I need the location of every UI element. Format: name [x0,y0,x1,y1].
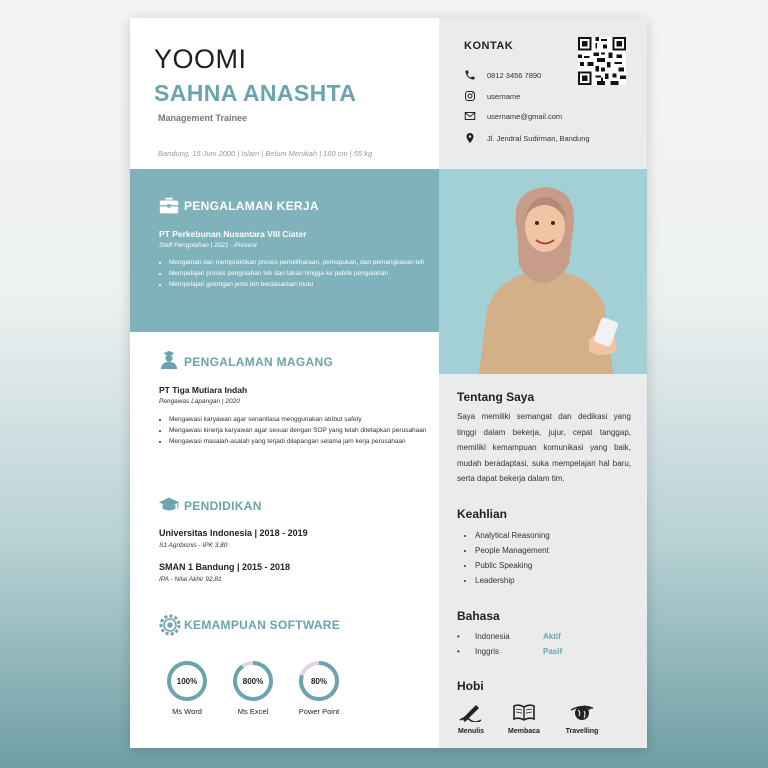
software-skill-item [286,660,352,716]
progress-ring [166,660,208,702]
list-item: • Leadership [475,573,625,588]
hobby-item [499,702,549,735]
address-text: Jl. Jendral Sudirman, Bandung [487,133,590,143]
list-item: • Public Speaking [475,558,625,573]
contact-email[interactable] [464,109,562,123]
education-title: PENDIDIKAN [184,499,262,513]
internship-title: PENGALAMAN MAGANG [184,355,334,369]
list-item: • People Management [475,543,625,558]
first-name: YOOMI [154,44,247,74]
language-name: Inggris [475,647,500,656]
software-skill-item [154,660,220,716]
work-company: PT Perkebunan Nusantara VIII Ciater [159,229,307,239]
skill-percent: 100% [176,677,198,686]
hobby-item [446,702,496,735]
software-skills [154,660,352,716]
language-name: Indonesia [475,632,510,641]
hobbies-title: Hobi [457,679,484,693]
phone-icon [464,69,476,81]
hobby-label: Membaca [508,728,540,735]
phone-text: 0812 3456 7890 [487,70,542,80]
internship-position: Pengawas Lapangan | 2020 [159,398,240,405]
personal-info: Bandung, 15 Juni 2000 | Islam | Belum Menikah | 160 cm | 55 kg [158,149,373,158]
hobby-label: Menulis [457,728,485,735]
contact-phone[interactable] [464,68,541,82]
gear-icon [158,613,182,637]
list-item: • Mempelajari proses pengolahan teh dari lahan hingga ke pabrik pengolahan [169,268,429,279]
progress-ring [232,660,274,702]
contact-address [464,131,590,145]
list-item: • Mengawasi karyawan agar senantiasa menggunakan atribut safety [169,414,429,425]
skill-label: Power Point [298,707,340,716]
software-title: KEMAMPUAN SOFTWARE [184,618,341,632]
skills-title: Keahlian [457,507,508,521]
plane-globe-icon [570,702,594,722]
writing-icon [459,702,483,722]
list-item: • Mengawasi masalah-asalah yang terjadi dilapangan selama jam kerja perusahaan [169,436,429,447]
education-school: Universitas Indonesia | 2018 - 2019 [159,528,308,538]
list-item: • Mengamati dan mempraktikan proses pemeliharaan, pemupukan, dan pemangkasan teh [169,257,429,268]
instagram-text: username [487,91,521,101]
intern-person-icon [158,348,180,370]
skill-label: Ms Word [172,707,202,716]
work-experience-title: PENGALAMAN KERJA [184,199,319,213]
skill-label: Ms Excel [237,707,269,716]
about-text: Saya memiliki semangat dan dedikasi yang tinggi dalam bekerja, jujur, cepat tanggap, memiliki kemampuan komunikasi yang baik, mudah beradaptasi, suka mempelajari hal baru, serta dapat bekerja dalam tim. [457,412,631,483]
software-skill-item [220,660,286,716]
instagram-icon [464,90,476,102]
language-level: Pasif [543,647,563,656]
languages-title: Bahasa [457,609,500,623]
hobby-label: Travelling [565,728,599,735]
skill-percent: 800% [242,677,264,686]
work-experience-section [130,169,439,332]
email-text: username@gmail.com [487,111,563,121]
resume-page [130,18,647,748]
progress-ring [298,660,340,702]
job-role: Management Trainee [158,113,248,123]
internship-bullets [159,414,429,447]
profile-photo [439,169,647,374]
skill-percent: 80% [310,677,328,686]
list-item: • Mempelajari golongan jenis teh berdasarkan mutu [169,279,429,290]
work-bullets [159,257,429,290]
qr-code-icon [577,37,627,85]
list-item: • Analytical Reasoning [475,528,625,543]
contact-title: KONTAK [464,40,514,52]
work-position: Staff Pengolahan | 2021 - Present [159,242,257,249]
skills-list [457,528,625,588]
location-pin-icon [464,132,476,144]
language-row: • Inggris Pasif [457,647,563,656]
education-detail: IPA - Nilai Akhir 92,81 [159,576,222,583]
book-icon [512,702,536,722]
briefcase-icon [158,195,180,217]
about-title: Tentang Saya [457,390,535,404]
education-detail: S1 Agribisnis - IPK 3,80 [159,542,228,549]
last-name: SAHNA ANASHTA [154,80,357,106]
mail-icon [464,110,476,122]
graduation-cap-icon [158,494,180,516]
contact-instagram[interactable] [464,89,520,103]
hobby-item [557,702,607,735]
education-school: SMAN 1 Bandung | 2015 - 2018 [159,562,291,572]
internship-company: PT Tiga Mutiara Indah [159,385,248,395]
person-illustration [439,169,647,374]
language-level: Aktif [543,632,561,641]
list-item: • Mengawasi kinerja karyawan agar sesuai dengan SOP yang telah ditetapkan perusahaan [169,425,429,436]
language-row: • Indonesia Aktif [457,632,561,641]
